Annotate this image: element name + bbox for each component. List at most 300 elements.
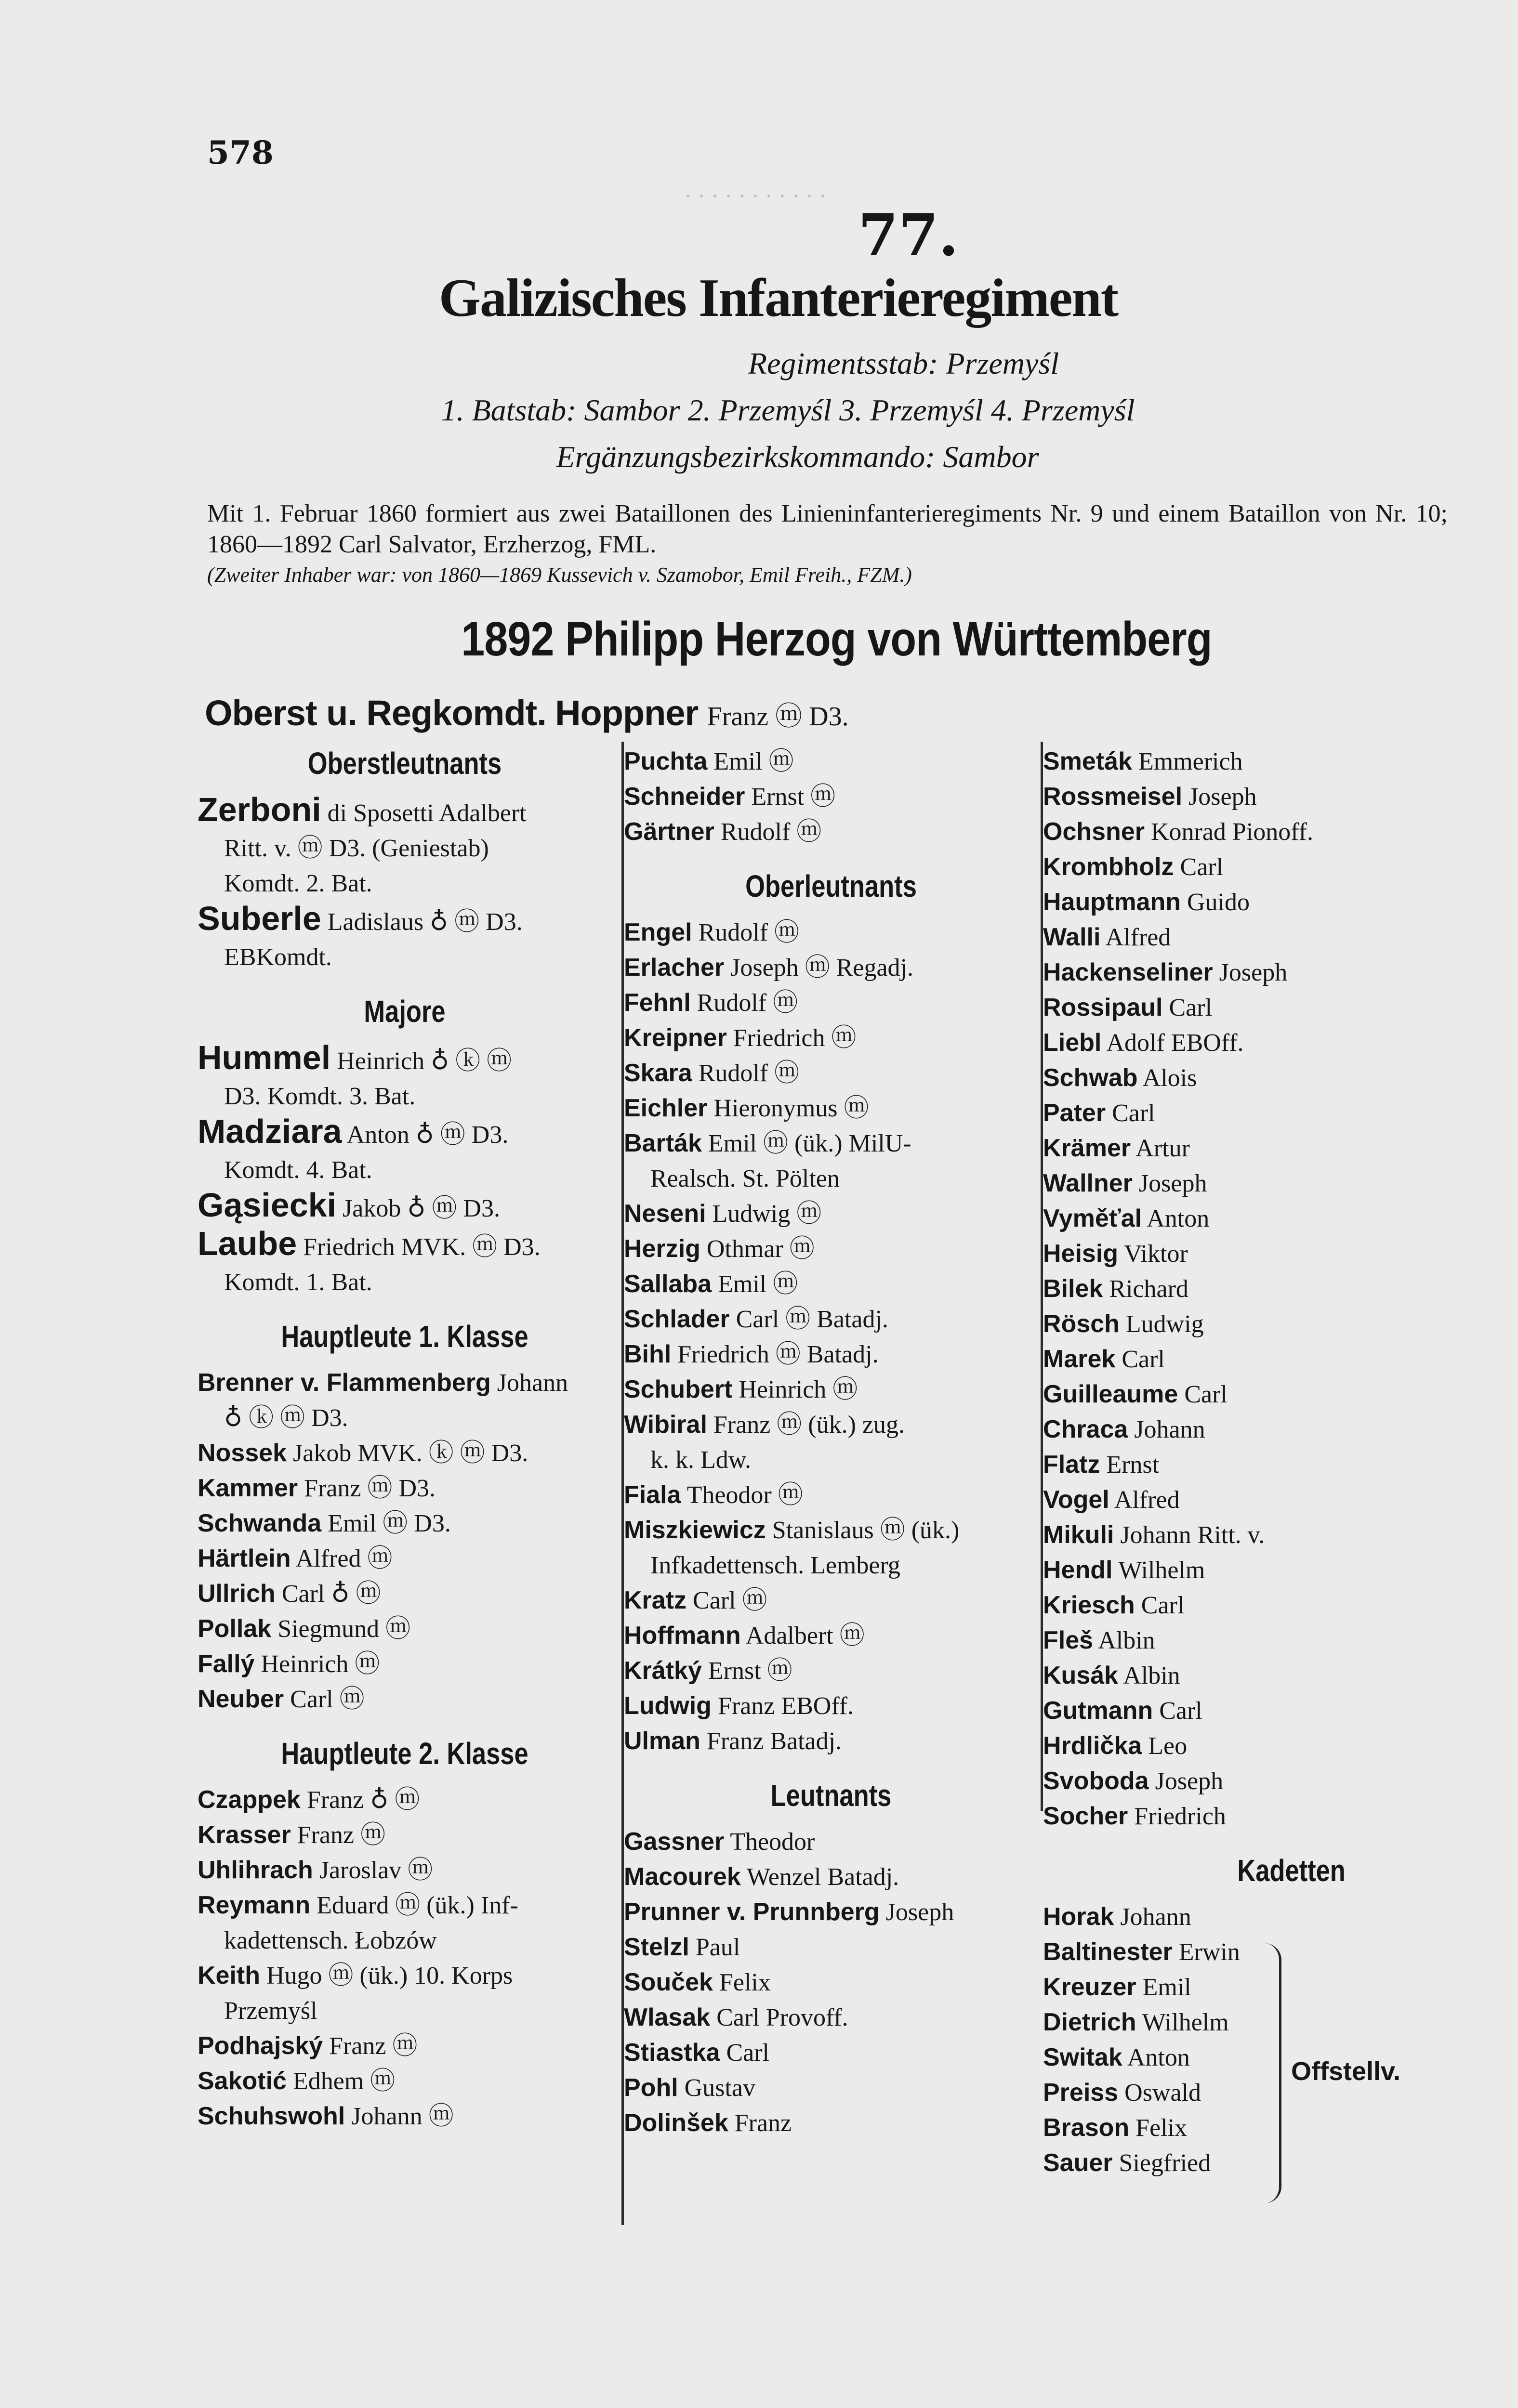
officer-surname: Herzig <box>624 1235 700 1263</box>
officer-surname: Smeták <box>1043 747 1132 775</box>
hauptleute-1-list <box>198 1365 612 1717</box>
list-item <box>198 1818 612 1853</box>
list-item <box>1043 1518 1477 1553</box>
list-item <box>1043 955 1477 990</box>
list-item <box>624 2106 1038 2141</box>
list-item <box>624 1618 1038 1653</box>
list-item <box>624 2070 1038 2106</box>
list-item <box>1043 1236 1477 1271</box>
list-item <box>624 1231 1038 1267</box>
officer-details: Rudolf ⓜ <box>698 919 800 946</box>
officer-surname: Uhlihrach <box>198 1856 313 1884</box>
entry-continuation: kadettensch. Łobzów <box>224 1927 437 1954</box>
column-2 <box>624 744 1038 2141</box>
officer-details: Johann <box>497 1369 568 1397</box>
list-item <box>1043 1131 1477 1166</box>
section-heading-oberleutnants: Oberleutnants <box>745 869 917 903</box>
kadetten-note: Offstellv. <box>1291 2057 1401 2086</box>
list-item <box>624 1513 1038 1548</box>
officer-surname: Eichler <box>624 1094 708 1122</box>
officer-surname: Kratz <box>624 1586 687 1614</box>
recruiting-district-line: Ergänzungsbezirkskommando: Sambor <box>556 440 1039 474</box>
officer-details: Erwin <box>1178 1938 1240 1966</box>
officer-surname: Fallý <box>198 1650 255 1678</box>
regimental-staff-line: Regimentsstab: Przemyśl <box>748 346 1059 380</box>
officer-surname: Erlacher <box>624 954 725 982</box>
officer-details: Carl <box>1184 1381 1228 1408</box>
officer-details: Anton <box>1127 2044 1190 2071</box>
officer-details: Friedrich ⓜ <box>733 1024 857 1052</box>
list-item <box>1043 1307 1477 1342</box>
officer-details: Theodor <box>730 1828 815 1856</box>
list-item <box>624 2000 1038 2035</box>
list-item <box>624 1056 1038 1091</box>
majore-list <box>198 1040 612 1300</box>
officer-surname: Sakotić <box>198 2067 287 2095</box>
officer-surname: Gärtner <box>624 818 714 846</box>
officer-details: Joseph <box>1219 959 1288 986</box>
officer-surname: Hauptmann <box>1043 888 1181 916</box>
officer-details: Friedrich <box>1134 1803 1226 1830</box>
list-item <box>624 744 1038 779</box>
list-item <box>1043 1482 1477 1518</box>
officer-details: Felix <box>1135 2114 1188 2142</box>
list-item <box>198 1958 612 1993</box>
kadetten-list <box>1043 1899 1477 2181</box>
officer-surname: Ochsner <box>1043 818 1145 846</box>
list-item <box>624 1824 1038 1859</box>
officer-details: Ludwig ⓜ <box>712 1200 822 1228</box>
officer-details: Albin <box>1098 1627 1155 1654</box>
officer-details: Emil ⓜ <box>718 1270 798 1298</box>
list-item <box>1043 1166 1477 1201</box>
officer-details: Johann Ritt. v. <box>1120 1521 1265 1549</box>
officer-surname: Souček <box>624 1968 713 1996</box>
officer-surname: Horak <box>1043 1903 1114 1931</box>
list-item <box>624 1407 1038 1442</box>
officer-surname: Ludwig <box>624 1692 712 1720</box>
officer-details: Hugo ⓜ (ük.) 10. Korps <box>266 1962 513 1989</box>
list-item <box>198 866 612 901</box>
officer-surname: Chraca <box>1043 1415 1128 1443</box>
list-item <box>1043 1271 1477 1307</box>
officer-details: Carl <box>1159 1697 1202 1725</box>
officer-details: Wilhelm <box>1142 2009 1229 2036</box>
entry-continuation: Realsch. St. Pölten <box>650 1165 840 1192</box>
list-item <box>624 1196 1038 1231</box>
officer-surname: Guilleaume <box>1043 1380 1178 1408</box>
officer-surname: Nossek <box>198 1439 287 1467</box>
list-item <box>1043 2075 1477 2110</box>
list-item <box>1043 1342 1477 1377</box>
officer-details: Franz <box>734 2109 792 2137</box>
list-item <box>624 1859 1038 1895</box>
officer-details: Carl ⓜ <box>290 1686 365 1713</box>
list-item <box>198 1647 612 1682</box>
officer-details: Alfred <box>1105 924 1171 951</box>
officer-surname: Rossipaul <box>1043 994 1163 1021</box>
officer-surname: Svoboda <box>1043 1767 1149 1795</box>
officer-details: Carl ⓜ Batadj. <box>736 1306 888 1333</box>
list-item <box>1043 885 1477 920</box>
section-heading-hauptleute-1: Hauptleute 1. Klasse <box>281 1319 528 1354</box>
entry-continuation: Przemyśl <box>224 1997 317 2025</box>
officer-details: Konrad Pionoff. <box>1150 818 1313 846</box>
list-item <box>1043 920 1477 955</box>
list-item <box>198 1923 612 1958</box>
officer-details: Franz ⓜ (ük.) zug. <box>713 1411 905 1439</box>
officer-details: Joseph <box>885 1898 954 1926</box>
officer-surname: Miszkiewicz <box>624 1516 766 1544</box>
list-item <box>198 901 612 940</box>
officer-details: Friedrich ⓜ Batadj. <box>677 1341 879 1368</box>
entry-continuation: Ritt. v. ⓜ D3. (Geniestab) <box>224 835 489 862</box>
officer-surname: Liebl <box>1043 1029 1102 1057</box>
officer-details: Emmerich <box>1138 748 1243 775</box>
officer-details: Wilhelm <box>1118 1557 1205 1584</box>
list-item <box>198 1993 612 2028</box>
officer-surname: Brenner v. Flammenberg <box>198 1369 491 1397</box>
officer-details: Carl <box>726 2039 769 2067</box>
officer-details: Ernst ⓜ <box>751 783 836 811</box>
list-item <box>624 1653 1038 1688</box>
list-item <box>624 814 1038 850</box>
officer-details: Emil ⓜ D3. <box>328 1510 451 1537</box>
list-item <box>1043 1201 1477 1236</box>
kadetten-brace <box>1265 1943 1281 2203</box>
officer-surname: Reymann <box>198 1891 311 1919</box>
list-item <box>198 1471 612 1506</box>
list-item <box>1043 1377 1477 1412</box>
list-item <box>198 831 612 866</box>
list-item <box>198 2028 612 2064</box>
list-item <box>624 779 1038 814</box>
page-number: 578 <box>207 134 274 171</box>
officer-surname: Preiss <box>1043 2079 1119 2107</box>
officer-details: Guido <box>1187 889 1250 916</box>
list-item <box>1043 2040 1477 2075</box>
officer-details: Johann <box>1120 1903 1191 1931</box>
officer-details: Heinrich ⓜ <box>261 1650 380 1678</box>
officer-surname: Gassner <box>624 1828 725 1856</box>
list-item <box>198 1400 612 1436</box>
officer-surname: Gutmann <box>1043 1697 1153 1725</box>
list-item <box>1043 744 1477 779</box>
list-item <box>1043 1899 1477 1935</box>
officer-details: Alfred <box>1114 1486 1180 1514</box>
officer-details: Carl Provoff. <box>716 2004 848 2031</box>
officer-details: Jakob ♁ ⓜ D3. <box>343 1195 500 1222</box>
officer-details: Emil <box>1142 1974 1191 2001</box>
officer-surname: Barták <box>624 1129 702 1157</box>
officer-surname: Vyměťal <box>1043 1204 1142 1232</box>
officer-details: Adalbert ⓜ <box>745 1622 865 1649</box>
list-item <box>198 1436 612 1471</box>
list-item <box>198 1888 612 1923</box>
officer-details: Jakob MVK. ⓚ ⓜ D3. <box>293 1440 528 1467</box>
officer-details: Eduard ⓜ (ük.) Inf- <box>317 1892 518 1919</box>
list-item <box>624 1930 1038 1965</box>
list-item <box>1043 850 1477 885</box>
officer-surname: Prunner v. Prunnberg <box>624 1898 880 1926</box>
officer-details: Othmar ⓜ <box>706 1235 815 1263</box>
officer-surname: Brason <box>1043 2114 1130 2142</box>
column-1 <box>198 744 612 2134</box>
formation-history: Mit 1. Februar 1860 formiert aus zwei Bataillonen des Linieninfanterieregiments Nr. 9 und einem Bataillon von Nr. 10; 1860—1892 Carl Salvator, Erzherzog, FML. <box>207 500 1448 558</box>
officer-surname: Keith <box>198 1962 260 1989</box>
officer-surname: Pohl <box>624 2074 678 2102</box>
officer-surname: Pater <box>1043 1099 1106 1127</box>
column-3 <box>1043 744 1477 2181</box>
officer-surname: Fehnl <box>624 989 691 1017</box>
list-item <box>1043 1553 1477 1588</box>
proprietor-heading: 1892 Philipp Herzog von Württemberg <box>461 612 1212 666</box>
officer-details: Alfred ⓜ <box>295 1545 393 1572</box>
officer-surname: Schneider <box>624 783 745 811</box>
officer-surname: Stelzl <box>624 1933 689 1961</box>
officer-surname: Madziara <box>198 1112 342 1150</box>
officer-surname: Wlasak <box>624 2003 711 2031</box>
list-item <box>1043 2005 1477 2040</box>
officer-details: Emil ⓜ <box>713 748 794 775</box>
officer-surname: Hackenseliner <box>1043 958 1213 986</box>
officer-details: Heinrich ⓜ <box>739 1376 858 1403</box>
officer-details: Carl ♁ ⓜ <box>281 1580 381 1608</box>
officer-surname: Czappek <box>198 1786 301 1814</box>
list-item <box>1043 2110 1477 2146</box>
list-item <box>198 792 612 831</box>
officer-details: di Sposetti Adalbert <box>327 799 527 827</box>
officer-details: Ernst ⓜ <box>708 1657 792 1685</box>
officer-details: Siegfried <box>1119 2149 1211 2177</box>
officer-details: Franz EBOff. <box>717 1692 854 1720</box>
entry-continuation: Infkadettensch. Lemberg <box>650 1552 900 1579</box>
officer-details: Viktor <box>1124 1240 1188 1268</box>
list-item <box>624 2035 1038 2070</box>
officer-details: Carl ⓜ <box>693 1587 767 1614</box>
officer-details: Johann ⓜ <box>351 2103 454 2130</box>
officer-surname: Skara <box>624 1059 692 1087</box>
officer-surname: Gąsiecki <box>198 1186 336 1224</box>
officer-details: Rudolf ⓜ <box>720 818 822 846</box>
officer-details: Oswald <box>1124 2079 1201 2107</box>
officer-details: Joseph ⓜ Regadj. <box>730 954 913 982</box>
list-item <box>624 1724 1038 1759</box>
officer-details: Paul <box>695 1934 740 1961</box>
officer-surname: Macourek <box>624 1863 741 1891</box>
officer-surname: Krasser <box>198 1821 291 1849</box>
officer-details: Franz ⓜ <box>297 1821 386 1849</box>
entry-continuation: ♁ ⓚ ⓜ D3. <box>224 1404 348 1432</box>
officer-details: Ernst <box>1106 1451 1160 1479</box>
officer-details: Franz ♁ ⓜ <box>306 1786 420 1814</box>
list-item <box>624 1583 1038 1618</box>
list-item <box>624 950 1038 985</box>
hauptleute-2-list <box>198 1782 612 2134</box>
list-item <box>198 1506 612 1541</box>
officer-surname: Sallaba <box>624 1270 712 1298</box>
officer-details: Franz ⓜ D3. <box>304 1475 436 1502</box>
officer-details: Franz Batadj. <box>706 1727 842 1755</box>
list-item <box>198 1682 612 1717</box>
list-item <box>624 1688 1038 1724</box>
colonel-details: Franz ⓜ D3. <box>707 702 849 732</box>
officer-surname: Sauer <box>1043 2149 1113 2177</box>
officer-surname: Flatz <box>1043 1451 1100 1479</box>
officer-surname: Hrdlička <box>1043 1732 1142 1760</box>
officer-surname: Bihl <box>624 1340 672 1368</box>
regiment-title: Galizisches Infanterieregiment <box>438 268 1118 328</box>
officer-details: Joseph <box>1138 1170 1207 1197</box>
list-item <box>1043 1693 1477 1728</box>
officer-surname: Podhajský <box>198 2032 323 2060</box>
entry-continuation: k. k. Ldw. <box>650 1446 751 1474</box>
officer-surname: Schwab <box>1043 1064 1138 1092</box>
list-item <box>1043 1412 1477 1447</box>
officer-surname: Fleš <box>1043 1626 1094 1654</box>
officer-surname: Kreuzer <box>1043 1973 1136 2001</box>
officer-surname: Hoffmann <box>624 1622 741 1649</box>
officer-surname: Switak <box>1043 2043 1122 2071</box>
officer-surname: Neuber <box>198 1685 284 1713</box>
officer-details: Emil ⓜ (ük.) MilU- <box>708 1130 911 1157</box>
officer-surname: Vogel <box>1043 1486 1109 1514</box>
list-item <box>624 1965 1038 2000</box>
list-item <box>1043 1025 1477 1060</box>
list-item <box>624 1021 1038 1056</box>
officer-surname: Kriesch <box>1043 1591 1135 1619</box>
officer-details: Wenzel Batadj. <box>746 1863 899 1891</box>
leutnants-list <box>624 1824 1038 2141</box>
list-item <box>1043 1096 1477 1131</box>
officer-details: Johann <box>1134 1416 1205 1443</box>
list-item <box>198 1365 612 1400</box>
list-item <box>1043 1728 1477 1764</box>
list-item <box>1043 814 1477 850</box>
list-item <box>624 1337 1038 1372</box>
list-item <box>624 1161 1038 1196</box>
officer-surname: Härtlein <box>198 1544 291 1572</box>
officer-details: Carl <box>1141 1592 1185 1619</box>
list-item <box>198 1226 612 1265</box>
regiment-number: 77. <box>858 201 959 269</box>
section-heading-oberstleutnants: Oberstleutnants <box>307 746 502 781</box>
officer-details: Theodor ⓜ <box>686 1481 803 1509</box>
officer-surname: Schubert <box>624 1375 733 1403</box>
list-item <box>198 1188 612 1226</box>
officer-surname: Laube <box>198 1225 297 1262</box>
list-item <box>1043 1970 1477 2005</box>
entry-continuation: Komdt. 4. Bat. <box>224 1156 372 1184</box>
leutnants-continued-list <box>1043 744 1477 1834</box>
list-item <box>1043 990 1477 1025</box>
officer-surname: Krombholz <box>1043 853 1174 881</box>
officer-surname: Wallner <box>1043 1169 1133 1197</box>
officer-surname: Ullrich <box>198 1580 276 1608</box>
officer-surname: Suberle <box>198 900 321 937</box>
officer-details: Hieronymus ⓜ <box>713 1095 869 1122</box>
list-item <box>198 2099 612 2134</box>
list-item <box>198 1040 612 1079</box>
officer-details: Franz ⓜ <box>329 2032 418 2060</box>
officer-details: Anton <box>1147 1205 1210 1232</box>
officer-details: Joseph <box>1155 1767 1224 1795</box>
list-item <box>624 1091 1038 1126</box>
list-item <box>198 1541 612 1576</box>
officer-surname: Pollak <box>198 1615 272 1643</box>
list-item <box>1043 1447 1477 1482</box>
officer-details: Heinrich ♁ ⓚ ⓜ <box>337 1047 512 1075</box>
officer-surname: Marek <box>1043 1345 1116 1373</box>
officer-details: Gustav <box>684 2074 755 2102</box>
list-item <box>624 1126 1038 1161</box>
list-item <box>624 985 1038 1021</box>
list-item <box>1043 1935 1477 1970</box>
entry-continuation: D3. Komdt. 3. Bat. <box>224 1083 416 1110</box>
officer-details: Anton ♁ ⓜ D3. <box>346 1121 509 1149</box>
officer-surname: Engel <box>624 918 692 946</box>
list-item <box>624 1442 1038 1478</box>
list-item <box>624 1267 1038 1302</box>
list-item <box>198 1152 612 1188</box>
oberstleutnants-list <box>198 792 612 975</box>
officer-details: Siegmund ⓜ <box>277 1615 411 1643</box>
officer-surname: Hendl <box>1043 1556 1113 1584</box>
officer-surname: Zerboni <box>198 791 321 828</box>
list-item <box>1043 1658 1477 1693</box>
officer-surname: Puchta <box>624 747 708 775</box>
officer-details: Artur <box>1135 1135 1190 1162</box>
officer-details: Carl <box>1180 853 1224 881</box>
list-item <box>624 1895 1038 1930</box>
officer-details: Richard <box>1109 1275 1188 1303</box>
officer-details: Edhem ⓜ <box>292 2068 396 2095</box>
officer-details: Rudolf ⓜ <box>698 1060 800 1087</box>
officer-details: Stanislaus ⓜ (ük.) <box>772 1517 960 1544</box>
list-item <box>1043 1588 1477 1623</box>
officer-surname: Walli <box>1043 923 1101 951</box>
officer-details: Felix <box>719 1969 771 1996</box>
officer-surname: Wibiral <box>624 1411 707 1439</box>
list-item <box>1043 1764 1477 1799</box>
officer-details: Joseph <box>1188 783 1257 811</box>
officer-details: Friedrich MVK. ⓜ D3. <box>303 1233 541 1261</box>
officer-surname: Kammer <box>198 1474 298 1502</box>
section-heading-leutnants: Leutnants <box>770 1778 892 1813</box>
officer-surname: Krämer <box>1043 1134 1131 1162</box>
officer-details: Carl <box>1122 1346 1165 1373</box>
oberleutnants-list <box>624 915 1038 1759</box>
officer-details: Jaroslav ⓜ <box>319 1857 433 1884</box>
bleed-through-text: · · · · · · · · · · · <box>684 183 827 209</box>
entry-continuation: EBKomdt. <box>224 943 332 971</box>
hauptleute-2-continued-list <box>624 744 1038 850</box>
officer-details: Rudolf ⓜ <box>697 989 798 1017</box>
section-heading-kadetten: Kadetten <box>1237 1853 1346 1888</box>
list-item <box>624 1302 1038 1337</box>
officer-surname: Socher <box>1043 1802 1128 1830</box>
officer-surname: Schlader <box>624 1305 730 1333</box>
list-item <box>624 1372 1038 1407</box>
list-item <box>1043 2146 1477 2181</box>
list-item <box>198 1611 612 1647</box>
second-proprietor-note: (Zweiter Inhaber war: von 1860—1869 Kussevich v. Szamobor, Emil Freih., FZM.) <box>207 563 912 587</box>
officer-details: Adolf EBOff. <box>1106 1029 1244 1057</box>
officer-surname: Kreipner <box>624 1024 727 1052</box>
officer-surname: Ulman <box>624 1727 700 1755</box>
list-item <box>198 1079 612 1114</box>
section-heading-majore: Majore <box>364 994 446 1029</box>
